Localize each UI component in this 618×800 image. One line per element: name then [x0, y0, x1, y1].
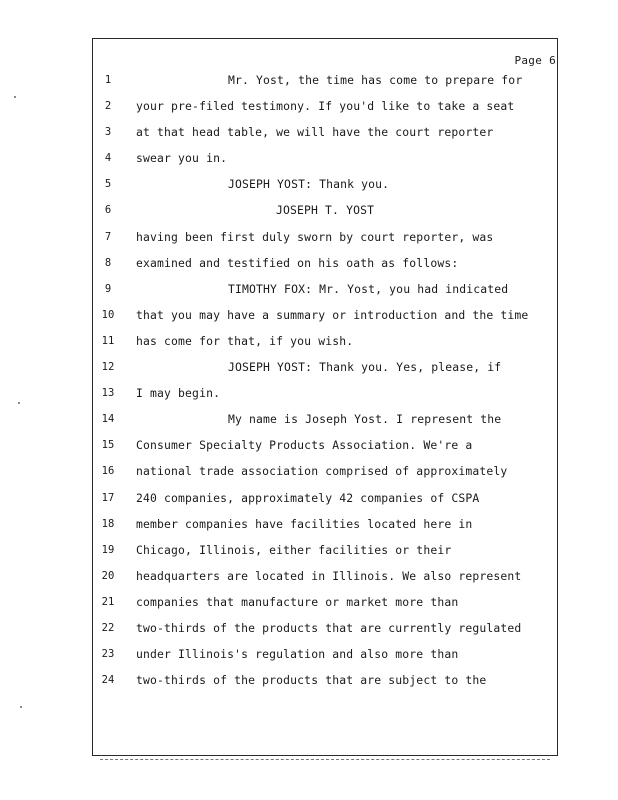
line-number: 21: [101, 595, 115, 608]
transcript-line: at that head table, we will have the court reporter: [136, 125, 494, 140]
transcript-line: Consumer Specialty Products Association. We're a: [136, 438, 473, 453]
line-number: 19: [101, 543, 115, 556]
line-number: 14: [101, 413, 115, 426]
scan-speck: [18, 402, 20, 404]
line-number: 11: [101, 334, 115, 347]
transcript-line: Chicago, Illinois, either facilities or their: [136, 542, 452, 557]
transcript-line: two-thirds of the products that are subject to the: [136, 673, 487, 688]
line-number: 22: [101, 621, 115, 634]
transcript-line: JOSEPH YOST: Thank you.: [228, 177, 390, 192]
bottom-scan-rule: [100, 759, 550, 760]
line-number: 15: [101, 439, 115, 452]
transcript-line: I may begin.: [136, 386, 221, 401]
line-number: 4: [104, 152, 112, 165]
transcript-text-column: [136, 71, 552, 697]
transcript-line: headquarters are located in Illinois. We also represent: [136, 568, 522, 583]
line-number: 18: [101, 517, 115, 530]
line-number: 8: [104, 256, 112, 269]
transcript-line: 240 companies, approximately 42 companies of CSPA: [136, 490, 480, 505]
transcript-line: national trade association comprised of approximately: [136, 464, 508, 479]
transcript-line: Mr. Yost, the time has come to prepare for: [228, 73, 523, 87]
line-number: 12: [101, 361, 115, 374]
transcript-line: examined and testified on his oath as follows:: [136, 255, 459, 270]
line-number: 20: [101, 569, 115, 582]
transcript-line: under Illinois's regulation and also more than: [136, 647, 459, 662]
line-number: 17: [101, 491, 115, 504]
line-number: 13: [101, 387, 115, 400]
line-number: 23: [101, 648, 115, 661]
transcript-line: My name is Joseph Yost. I represent the: [228, 412, 502, 427]
line-number: 10: [101, 308, 115, 321]
line-number: 5: [104, 178, 112, 191]
transcript-line: JOSEPH YOST: Thank you. Yes, please, if: [228, 360, 502, 375]
transcript-line: two-thirds of the products that are currently regulated: [136, 620, 522, 635]
scan-speck: [14, 96, 16, 98]
transcript-line: companies that manufacture or market more than: [136, 594, 459, 609]
line-number: 24: [101, 674, 115, 687]
transcript-line: swear you in.: [136, 151, 228, 166]
transcript-line: your pre-filed testimony. If you'd like to take a seat: [136, 99, 515, 114]
line-number: 3: [104, 126, 112, 139]
transcript-line: member companies have facilities located here in: [136, 516, 473, 531]
line-number-column: [96, 71, 120, 697]
scan-speck: [20, 706, 22, 708]
transcript-line: that you may have a summary or introduction and the time: [136, 307, 529, 322]
line-number: 2: [104, 100, 112, 113]
line-number: 1: [104, 74, 112, 86]
page-number: Page 6: [514, 54, 556, 67]
line-number: 16: [101, 465, 115, 478]
line-number: 7: [104, 230, 112, 243]
line-number: 6: [104, 204, 112, 217]
line-number: 9: [104, 282, 112, 295]
transcript-line: having been first duly sworn by court reporter, was: [136, 229, 494, 244]
transcript-line: TIMOTHY FOX: Mr. Yost, you had indicated: [228, 281, 509, 296]
transcript-line: has come for that, if you wish.: [136, 333, 354, 348]
transcript-line: JOSEPH T. YOST: [276, 203, 375, 218]
